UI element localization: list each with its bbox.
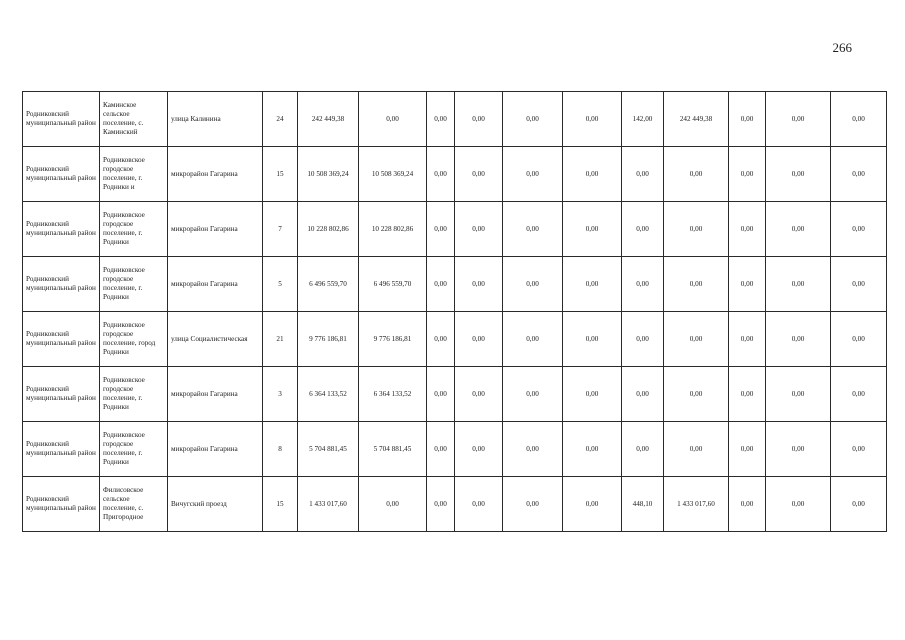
district-cell: Родниковский муниципальный район bbox=[23, 147, 100, 202]
value-cell: 0,00 bbox=[563, 367, 622, 422]
value-cell: 0,00 bbox=[729, 147, 766, 202]
area-cell: 0,00 bbox=[622, 367, 664, 422]
value-cell: 0,00 bbox=[766, 147, 831, 202]
house-number-cell: 15 bbox=[263, 147, 298, 202]
value-cell: 0,00 bbox=[563, 312, 622, 367]
value-cell: 0,00 bbox=[503, 312, 563, 367]
street-cell: Вичугский проезд bbox=[168, 477, 263, 532]
value-cell: 0,00 bbox=[766, 422, 831, 477]
value-cell: 0,00 bbox=[729, 92, 766, 147]
settlement-cell: Филисовское сельское поселение, с. Пригородное bbox=[100, 477, 168, 532]
area-cell: 448,10 bbox=[622, 477, 664, 532]
value-cell: 0,00 bbox=[729, 202, 766, 257]
street-cell: микрорайон Гагарина bbox=[168, 257, 263, 312]
house-number-cell: 15 bbox=[263, 477, 298, 532]
area-cell: 0,00 bbox=[622, 312, 664, 367]
value-cell: 0,00 bbox=[766, 257, 831, 312]
area-cell: 142,00 bbox=[622, 92, 664, 147]
value-cell: 0,00 bbox=[427, 92, 455, 147]
value-cell: 0,00 bbox=[831, 257, 887, 312]
value-cell: 0,00 bbox=[455, 147, 503, 202]
value-cell: 0,00 bbox=[563, 92, 622, 147]
value-cell: 0,00 bbox=[766, 312, 831, 367]
value-cell: 0,00 bbox=[664, 147, 729, 202]
area-cell: 0,00 bbox=[622, 202, 664, 257]
value-cell: 0,00 bbox=[503, 257, 563, 312]
street-cell: микрорайон Гагарина bbox=[168, 422, 263, 477]
value-cell: 10 228 802,86 bbox=[359, 202, 427, 257]
value-cell: 0,00 bbox=[766, 92, 831, 147]
district-cell: Родниковский муниципальный район bbox=[23, 422, 100, 477]
value-cell: 0,00 bbox=[831, 422, 887, 477]
value-cell: 10 508 369,24 bbox=[359, 147, 427, 202]
value-cell: 0,00 bbox=[455, 92, 503, 147]
table-row bbox=[23, 312, 887, 367]
house-number-cell: 21 bbox=[263, 312, 298, 367]
value-cell: 0,00 bbox=[831, 202, 887, 257]
value-cell: 0,00 bbox=[664, 367, 729, 422]
value-cell: 0,00 bbox=[664, 202, 729, 257]
street-cell: улица Социалистическая bbox=[168, 312, 263, 367]
value-cell: 0,00 bbox=[563, 477, 622, 532]
value-cell: 0,00 bbox=[766, 477, 831, 532]
district-cell: Родниковский муниципальный район bbox=[23, 312, 100, 367]
value-cell: 0,00 bbox=[427, 367, 455, 422]
street-cell: улица Калинина bbox=[168, 92, 263, 147]
value-cell: 1 433 017,60 bbox=[298, 477, 359, 532]
settlement-cell: Родниковское городское поселение, г. Родники bbox=[100, 257, 168, 312]
value-cell: 0,00 bbox=[455, 477, 503, 532]
value-cell: 0,00 bbox=[831, 477, 887, 532]
district-cell: Родниковский муниципальный район bbox=[23, 92, 100, 147]
value-cell: 10 228 802,86 bbox=[298, 202, 359, 257]
value-cell: 0,00 bbox=[831, 312, 887, 367]
street-cell: микрорайон Гагарина bbox=[168, 147, 263, 202]
data-table bbox=[22, 91, 887, 532]
value-cell: 9 776 186,81 bbox=[359, 312, 427, 367]
value-cell: 0,00 bbox=[766, 367, 831, 422]
value-cell: 0,00 bbox=[503, 202, 563, 257]
table-row bbox=[23, 257, 887, 312]
value-cell: 0,00 bbox=[563, 257, 622, 312]
value-cell: 0,00 bbox=[831, 367, 887, 422]
value-cell: 5 704 881,45 bbox=[359, 422, 427, 477]
house-number-cell: 24 bbox=[263, 92, 298, 147]
value-cell: 0,00 bbox=[427, 202, 455, 257]
value-cell: 0,00 bbox=[729, 257, 766, 312]
table-row bbox=[23, 367, 887, 422]
district-cell: Родниковский муниципальный район bbox=[23, 367, 100, 422]
value-cell: 0,00 bbox=[563, 202, 622, 257]
value-cell: 0,00 bbox=[563, 147, 622, 202]
settlement-cell: Родниковское городское поселение, г. Родники bbox=[100, 422, 168, 477]
value-cell: 0,00 bbox=[831, 147, 887, 202]
value-cell: 0,00 bbox=[427, 147, 455, 202]
value-cell: 0,00 bbox=[664, 257, 729, 312]
district-cell: Родниковский муниципальный район bbox=[23, 477, 100, 532]
value-cell: 0,00 bbox=[729, 367, 766, 422]
settlement-cell: Каминское сельское поселение, с. Каминский bbox=[100, 92, 168, 147]
value-cell: 0,00 bbox=[455, 422, 503, 477]
value-cell: 6 364 133,52 bbox=[298, 367, 359, 422]
street-cell: микрорайон Гагарина bbox=[168, 202, 263, 257]
district-cell: Родниковский муниципальный район bbox=[23, 202, 100, 257]
value-cell: 6 496 559,70 bbox=[359, 257, 427, 312]
value-cell: 242 449,38 bbox=[664, 92, 729, 147]
settlement-cell: Родниковское городское поселение, г. Родники bbox=[100, 202, 168, 257]
value-cell: 0,00 bbox=[831, 92, 887, 147]
value-cell: 0,00 bbox=[359, 477, 427, 532]
value-cell: 0,00 bbox=[427, 257, 455, 312]
value-cell: 0,00 bbox=[427, 477, 455, 532]
table-row bbox=[23, 477, 887, 532]
house-number-cell: 8 bbox=[263, 422, 298, 477]
value-cell: 0,00 bbox=[503, 147, 563, 202]
house-number-cell: 3 bbox=[263, 367, 298, 422]
area-cell: 0,00 bbox=[622, 147, 664, 202]
value-cell: 0,00 bbox=[503, 422, 563, 477]
house-number-cell: 7 bbox=[263, 202, 298, 257]
value-cell: 0,00 bbox=[503, 477, 563, 532]
settlement-cell: Родниковское городское поселение, город Родники bbox=[100, 312, 168, 367]
settlement-cell: Родниковское городское поселение, г. Родники и bbox=[100, 147, 168, 202]
value-cell: 0,00 bbox=[503, 367, 563, 422]
table-row bbox=[23, 92, 887, 147]
value-cell: 0,00 bbox=[427, 312, 455, 367]
area-cell: 0,00 bbox=[622, 257, 664, 312]
value-cell: 242 449,38 bbox=[298, 92, 359, 147]
table-row bbox=[23, 147, 887, 202]
value-cell: 0,00 bbox=[664, 312, 729, 367]
value-cell: 0,00 bbox=[729, 477, 766, 532]
value-cell: 5 704 881,45 bbox=[298, 422, 359, 477]
value-cell: 0,00 bbox=[455, 202, 503, 257]
value-cell: 0,00 bbox=[729, 422, 766, 477]
value-cell: 6 496 559,70 bbox=[298, 257, 359, 312]
house-number-cell: 5 bbox=[263, 257, 298, 312]
value-cell: 0,00 bbox=[455, 312, 503, 367]
table-row bbox=[23, 422, 887, 477]
value-cell: 0,00 bbox=[455, 367, 503, 422]
value-cell: 0,00 bbox=[427, 422, 455, 477]
value-cell: 0,00 bbox=[455, 257, 503, 312]
district-cell: Родниковский муниципальный район bbox=[23, 257, 100, 312]
street-cell: микрорайон Гагарина bbox=[168, 367, 263, 422]
value-cell: 0,00 bbox=[766, 202, 831, 257]
value-cell: 10 508 369,24 bbox=[298, 147, 359, 202]
value-cell: 0,00 bbox=[729, 312, 766, 367]
area-cell: 0,00 bbox=[622, 422, 664, 477]
value-cell: 6 364 133,52 bbox=[359, 367, 427, 422]
value-cell: 0,00 bbox=[664, 422, 729, 477]
value-cell: 9 776 186,81 bbox=[298, 312, 359, 367]
settlement-cell: Родниковское городское поселение, г. Родники bbox=[100, 367, 168, 422]
value-cell: 0,00 bbox=[359, 92, 427, 147]
value-cell: 0,00 bbox=[563, 422, 622, 477]
value-cell: 1 433 017,60 bbox=[664, 477, 729, 532]
page-number: 266 bbox=[832, 40, 852, 55]
table-row bbox=[23, 202, 887, 257]
value-cell: 0,00 bbox=[503, 92, 563, 147]
